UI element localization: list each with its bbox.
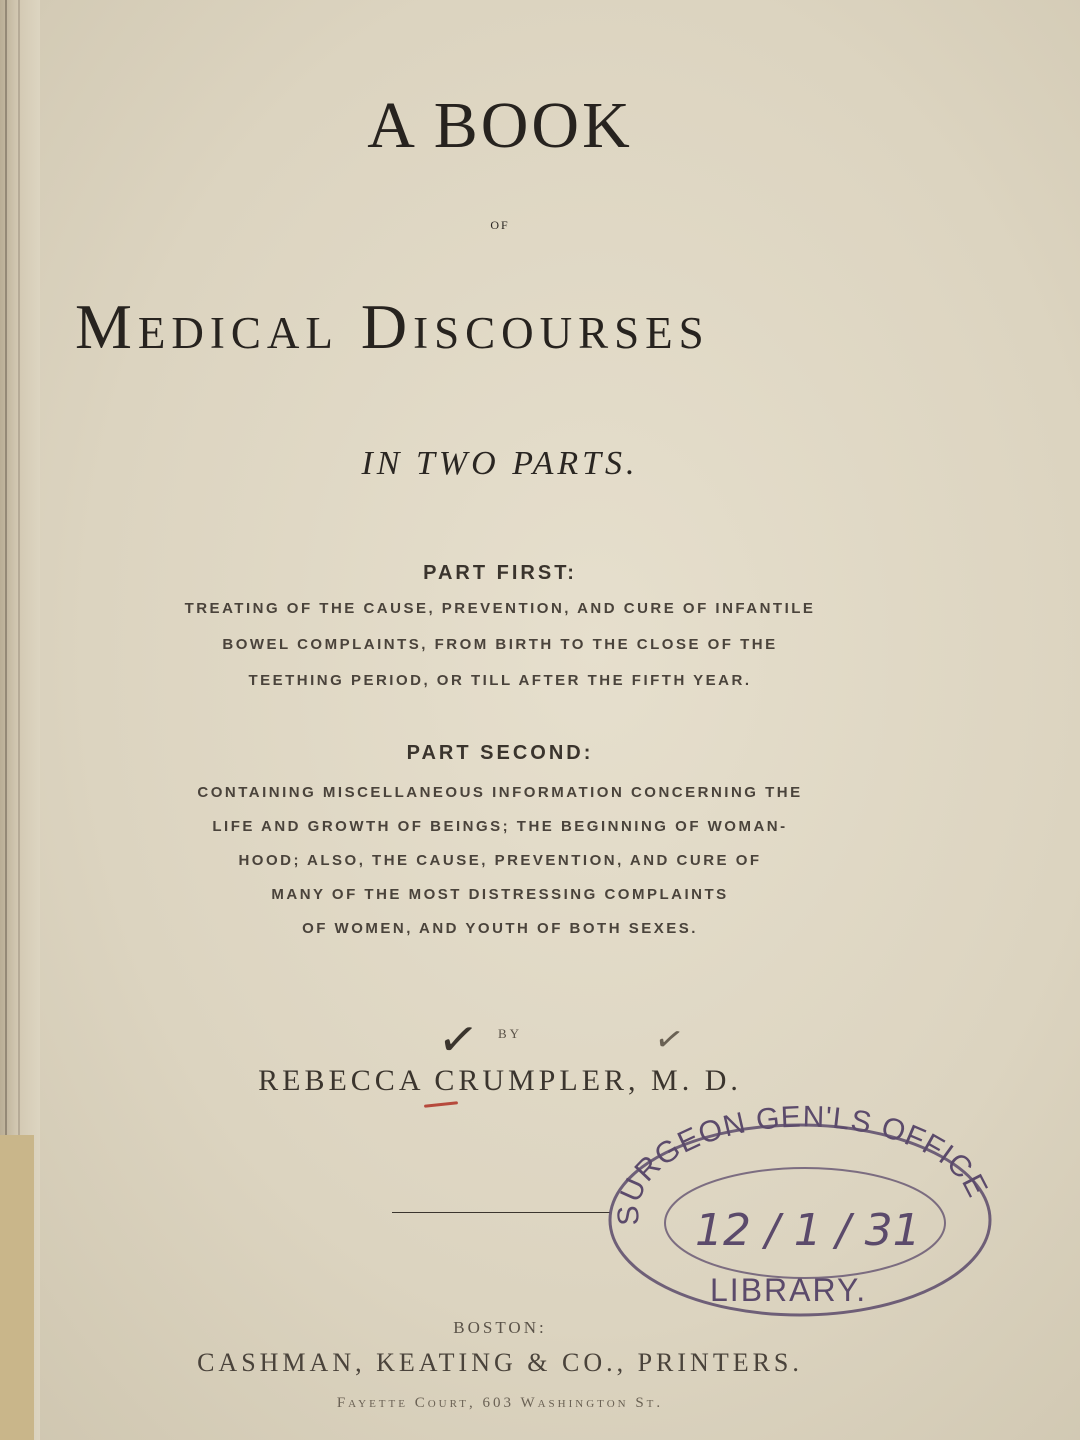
part-first-heading: PART FIRST: [423, 562, 577, 584]
stamp-bottom-text: LIBRARY. [710, 1272, 868, 1308]
stamp-date: 12 / 1 / 31 [695, 1205, 921, 1256]
part-second-line: MANY OF THE MOST DISTRESSING COMPLAINTS [271, 886, 729, 903]
stamp-top-text: SURGEON GEN'LS OFFICE [611, 1105, 995, 1227]
in-two-parts: IN TWO PARTS. [361, 445, 639, 482]
book-subtitle: Medical Discourses [75, 291, 710, 362]
part-second-line: HOOD; ALSO, THE CAUSE, PREVENTION, AND CURE OF [238, 852, 762, 869]
part-first-line: BOWEL COMPLAINTS, FROM BIRTH TO THE CLOSE OF THE [222, 636, 778, 653]
author-name: REBECCA CRUMPLER, M. D. [258, 1064, 742, 1097]
handwritten-check-mark: ✓ [651, 1017, 688, 1063]
book-title: A BOOK [367, 89, 633, 162]
part-second-heading: PART SECOND: [406, 742, 594, 764]
imprint-city: BOSTON: [453, 1318, 547, 1337]
part-second-line: OF WOMEN, AND YOUTH OF BOTH SEXES. [302, 920, 698, 937]
library-stamp [600, 1105, 1000, 1325]
imprint-printers: CASHMAN, KEATING & CO., PRINTERS. [197, 1348, 803, 1377]
divider-rule [392, 1212, 610, 1213]
handwritten-check-mark: ✓ [434, 1009, 482, 1071]
red-pencil-mark [424, 1101, 458, 1108]
part-first-line: TREATING OF THE CAUSE, PREVENTION, AND CURE OF INFANTILE [184, 600, 816, 617]
imprint-address: Fayette Court, 603 Washington St. [336, 1395, 664, 1411]
title-of: OF [490, 218, 510, 232]
part-second-line: LIFE AND GROWTH OF BEINGS; THE BEGINNING OF WOMAN- [212, 818, 788, 835]
by-label: BY [497, 1026, 523, 1041]
part-second-line: CONTAINING MISCELLANEOUS INFORMATION CONCERNING THE [197, 784, 803, 801]
part-first-line: TEETHING PERIOD, OR TILL AFTER THE FIFTH YEAR. [248, 672, 752, 689]
